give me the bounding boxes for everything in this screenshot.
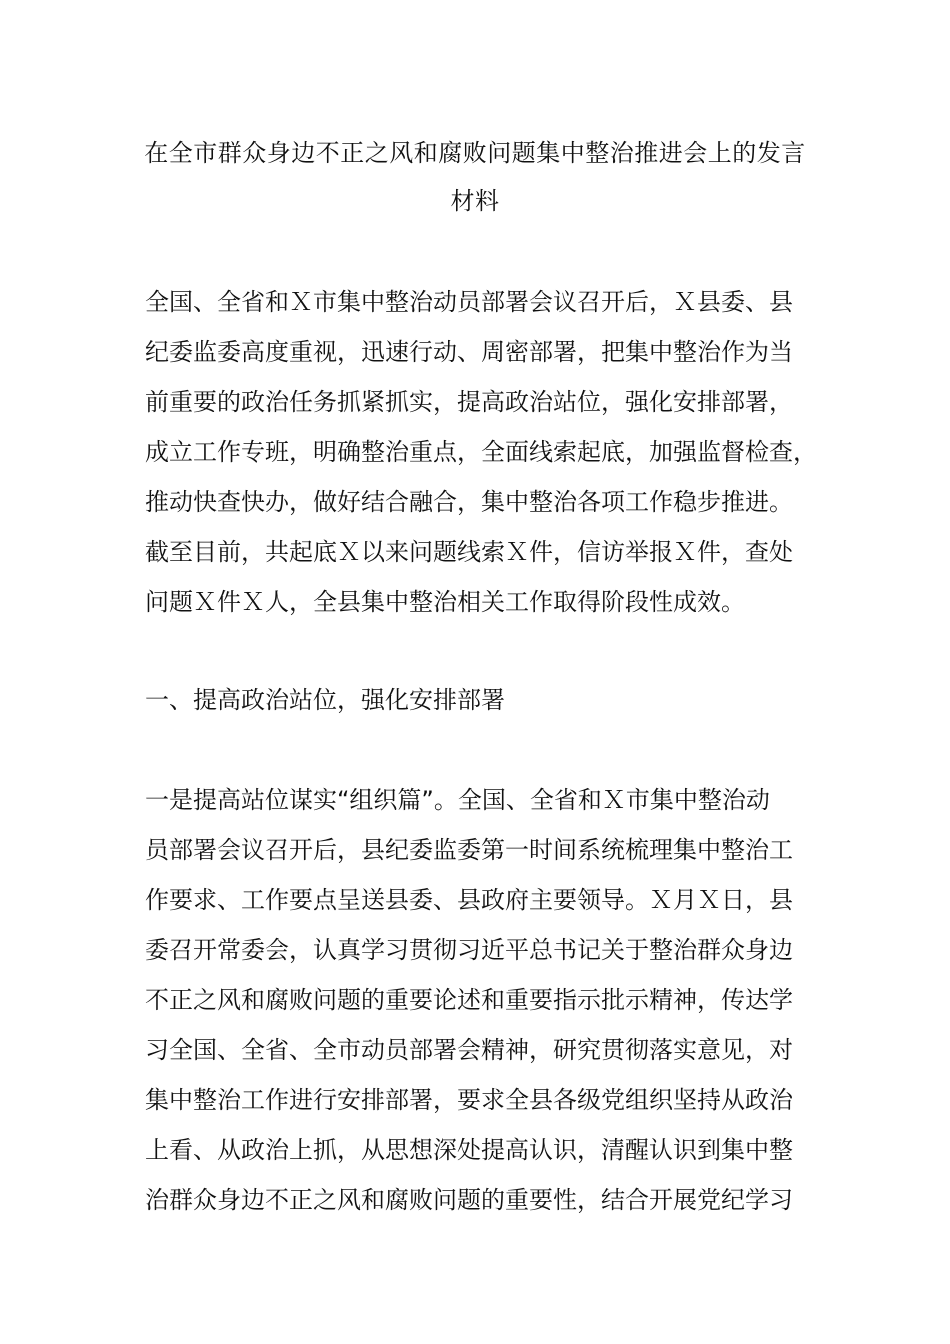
section-heading: 一、提高政治站位，强化安排部署 (145, 686, 505, 714)
paragraph-line: 成立工作专班，明确整治重点，全面线索起底，加强监督检查， (145, 438, 817, 466)
paragraph-line: 委召开常委会，认真学习贯彻习近平总书记关于整治群众身边 (145, 936, 793, 964)
paragraph-line: 推动快查快办，做好结合融合，集中整治各项工作稳步推进。 (145, 488, 793, 516)
paragraph-line: 不正之风和腐败问题的重要论述和重要指示批示精神，传达学 (145, 986, 793, 1014)
intro-paragraph (145, 277, 825, 627)
paragraph-line: 集中整治工作进行安排部署，要求全县各级党组织坚持从政治 (145, 1086, 793, 1114)
paragraph-line: 全国、全省和Ｘ市集中整治动员部署会议召开后，Ｘ县委、县 (145, 288, 793, 316)
section-paragraph (145, 775, 825, 1225)
paragraph-line: 员部署会议召开后，县纪委监委第一时间系统梳理集中整治工 (145, 836, 793, 864)
paragraph-line: 一是提高站位谋实“组织篇”。全国、全省和Ｘ市集中整治动 (145, 786, 770, 814)
document-title-line-1: 在全市群众身边不正之风和腐败问题集中整治推进会上的发言 (144, 139, 806, 167)
paragraph-line: 治群众身边不正之风和腐败问题的重要性，结合开展党纪学习 (145, 1186, 793, 1214)
document-title-line-2: 材料 (450, 187, 500, 215)
paragraph-line: 截至目前，共起底Ｘ以来问题线索Ｘ件，信访举报Ｘ件，查处 (145, 538, 793, 566)
paragraph-line: 习全国、全省、全市动员部署会精神，研究贯彻落实意见，对 (145, 1036, 793, 1064)
paragraph-line: 纪委监委高度重视，迅速行动、周密部署，把集中整治作为当 (145, 338, 793, 366)
paragraph-line: 上看、从政治上抓，从思想深处提高认识，清醒认识到集中整 (145, 1136, 793, 1164)
paragraph-line: 问题Ｘ件Ｘ人，全县集中整治相关工作取得阶段性成效。 (145, 588, 745, 616)
paragraph-line: 前重要的政治任务抓紧抓实，提高政治站位，强化安排部署， (145, 388, 793, 416)
paragraph-line: 作要求、工作要点呈送县委、县政府主要领导。Ｘ月Ｘ日，县 (145, 886, 793, 914)
